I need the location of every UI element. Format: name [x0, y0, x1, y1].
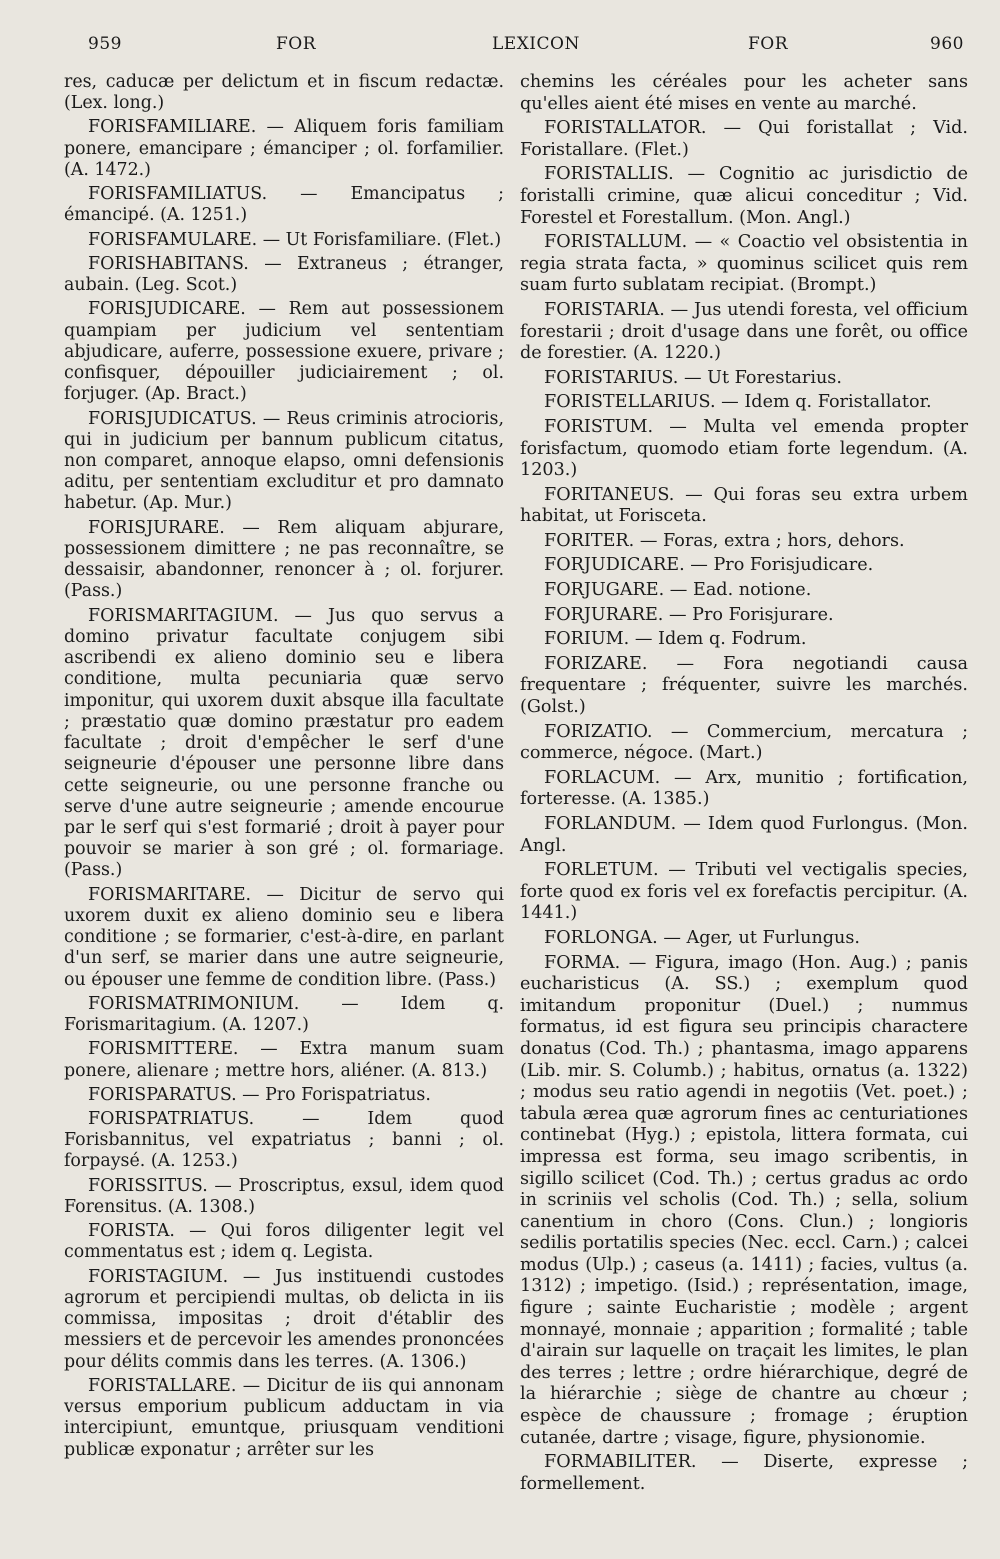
entry-forisfamulare: FORISFAMULARE. — Ut Forisfamiliare. (Flet.) [88, 229, 502, 250]
entry-forismaritagium: FORISMARITAGIUM. — Jus quo servus a domino privatur facultate conjugem sibi ascribendi ex alieno dominio seu e libera conditione, multa pecuniaria quæ servo imponitur, qui uxorem duxit absque illa facultate ; præstatio quæ domino præstatur pro eadem facultate ; droit d'empêcher le serf d'une seigneurie d'épouser une personne libre dans cette seigneurie, ou une personne franche ou serve d'une autre seigneurie ; amende encourue par le serf qui s'est formarié ; droit à payer pour pouvoir se marier à son gré ; ol. formariage. (Pass.) [64, 605, 504, 881]
entry-continuation: res, caducæ per delictum et in fiscum redactæ. (Lex. long.) [64, 72, 504, 114]
entry-continuation: chemins les céréales pour les acheter sans qu'elles aient été mises en vente au marché. [520, 72, 968, 114]
entry-forisjudicatus: FORISJUDICATUS. — Reus criminis atrocioris, qui in judicium per bannum publicum citatus, non comparet, annoque elapso, omni defensionis aditu, per sententiam excluditur et pro damnato habetur. (Ap. Mur.) [64, 408, 504, 514]
entry-foriter: FORITER. — Foras, extra ; hors, dehors. [544, 530, 905, 551]
entry-forlandum: FORLANDUM. — Idem quod Furlongus. (Mon. Angl. [520, 814, 968, 856]
entry-foritaneus: FORITANEUS. — Qui foras seu extra urbem habitat, ut Forisceta. [520, 484, 968, 527]
entry-forma: FORMA. — Figura, imago (Hon. Aug.) ; panis eucharisticus (A. SS.) ; exemplum quod imitandum proponitur (Duel.) ; nummus formatus, id est figura seu principis charactere donatus (Cod. Th.) ; phantasma, imago apparens (Lib. mir. S. Columb.) ; habitus, ornatus (a. 1322) ; modus seu ratio agendi in negotiis (Vet. poet.) ; tabula ærea quæ agrorum fines ac centuriationes continebat (Hyg.) ; epistola, littera formata, cui impressa est forma, seu imago scribentis, in sigillo scilicet (Cod. Th.) ; certus gradus ac ordo in scriniis vel scholis (Cod. Th.) ; sella, solium canentium in choro (Cons. Clun.) ; longioris sedilis portatilis species (Nec. eccl. Carn.) ; calcei modus (Ulp.) ; caseus (a. 1411) ; facies, vultus (a. 1312) ; impetigo. (Isid.) ; représentation, image, figure ; sainte Eucharistie ; modèle ; argent monnayé, monnaie ; apparition ; formalité ; table d'airain sur laquelle on traçait les limites, le plan des terres ; lettre ; ordre hiérarchique, degré de la hiérarchie ; siège de chantre au chœur ; espèce de chaussure ; fromage ; éruption cutanée, dartre ; visage, figure, physionomie. [520, 952, 968, 1448]
entry-forisjurare: FORISJURARE. — Rem aliquam abjurare, possessionem dimittere ; ne pas reconnaître, se dessaisir, abandonner, renoncer à ; ol. forjurer. (Pass.) [64, 517, 504, 602]
center-running-head: LEXICON [492, 34, 580, 54]
entry-forlacum: FORLACUM. — Arx, munitio ; fortification, forteresse. (A. 1385.) [520, 767, 968, 810]
entry-forisparatus: FORISPARATUS. — Pro Forispatriatus. [88, 1084, 431, 1105]
entry-forispatriatus: FORISPATRIATUS. — Idem quod Forisbannitus, vel expatriatus ; banni ; ol. forpaysé. (A. 1253.) [64, 1109, 504, 1172]
entry-forisfamiliare: FORISFAMILIARE. — Aliquem foris familiam ponere, emancipare ; émanciper ; ol. forfamilier. (A. 1472.) [64, 117, 504, 180]
entry-forisfamiliatus: FORISFAMILIATUS. — Emancipatus ; émancipé. (A. 1251.) [64, 184, 504, 226]
entry-forissitus: FORISSITUS. — Proscriptus, exsul, idem quod Forensitus. (A. 1308.) [64, 1175, 504, 1217]
entry-foristallum: FORISTALLUM. — « Coactio vel obsistentia in regia strata facta, » quominus scilicet quis rem suam furto sublatam recipiat. (Brompt.) [520, 232, 968, 296]
right-page-number: 960 [930, 34, 964, 54]
left-column [64, 72, 504, 1464]
entry-forista: FORISTA. — Qui foros diligenter legit vel commentatus est ; idem q. Legista. [64, 1221, 504, 1263]
entry-foristallator: FORISTALLATOR. — Qui foristallat ; Vid. Foristallare. (Flet.) [520, 118, 968, 160]
entry-foristum: FORISTUM. — Multa vel emenda propter forisfactum, quomodo etiam forte legendum. (A. 1203.) [520, 416, 968, 481]
right-column [520, 72, 968, 1498]
entry-forismittere: FORISMITTERE. — Extra manum suam ponere, alienare ; mettre hors, aliéner. (A. 813.) [64, 1039, 504, 1081]
entry-forium: FORIUM. — Idem q. Fodrum. [544, 629, 807, 650]
right-running-head: FOR [748, 34, 789, 54]
entry-formabiliter: FORMABILITER. — Diserte, expresse ; formellement. [520, 1452, 968, 1494]
entry-foristallis: FORISTALLIS. — Cognitio ac jurisdictio de foristalli crimine, quæ alicui conceditur ; Vid. Forestel et Forestallum. (Mon. Angl.) [520, 164, 968, 228]
entry-foristaria: FORISTARIA. — Jus utendi foresta, vel officium forestarii ; droit d'usage dans une forêt, ou office de forestier. (A. 1220.) [520, 299, 968, 364]
left-running-head: FOR [276, 34, 317, 54]
entry-forjugare: FORJUGARE. — Ead. notione. [544, 580, 812, 601]
entry-forletum: FORLETUM. — Tributi vel vectigalis species, forte quod ex foris vel ex forefactis percipitur. (A. 1441.) [520, 860, 968, 924]
entry-forlonga: FORLONGA. — Ager, ut Furlungus. [544, 927, 860, 948]
entry-forisjudicare: FORISJUDICARE. — Rem aut possessionem quampiam per judicium vel sententiam abjudicare, auferre, possessione exuere, privare ; confisquer, dépouiller judiciairement ; ol. forjuger. (Ap. Bract.) [64, 299, 504, 405]
entry-forjurare: FORJURARE. — Pro Forisjurare. [544, 604, 834, 625]
entry-forismatrimonium: FORISMATRIMONIUM. — Idem q. Forismaritagium. (A. 1207.) [64, 993, 504, 1036]
entry-forizatio: FORIZATIO. — Commercium, mercatura ; commerce, négoce. (Mart.) [520, 721, 968, 764]
entry-forishabitans: FORISHABITANS. — Extraneus ; étranger, aubain. (Leg. Scot.) [64, 253, 504, 296]
entry-foristagium: FORISTAGIUM. — Jus instituendi custodes agrorum et percipiendi multas, ob delicta in iis commissa, impositas ; droit d'établir des messiers et de percevoir les amendes prononcées pour délits commis dans les terres. (A. 1306.) [64, 1266, 504, 1372]
page-header [88, 34, 964, 62]
entry-foristallare: FORISTALLARE. — Dicitur de iis qui annonam versus emporium publicum adductam in via intercipiunt, emuntque, priusquam venditioni publicæ exponatur ; arrêter sur les [64, 1375, 504, 1460]
entry-forizare: FORIZARE. — Fora negotiandi causa frequentare ; fréquenter, suivre les marchés. (Golst.) [520, 653, 968, 718]
entry-foristarius: FORISTARIUS. — Ut Forestarius. [544, 367, 842, 388]
left-page-number: 959 [88, 34, 122, 54]
entry-forjudicare: FORJUDICARE. — Pro Forisjudicare. [544, 555, 874, 576]
entry-forismaritare: FORISMARITARE. — Dicitur de servo qui uxorem duxit ex alieno dominio seu e libera conditione ; se formarier, c'est-à-dire, en parlant d'un serf, se marier dans une autre seigneurie, ou épouser une femme de condition libre. (Pass.) [64, 884, 504, 990]
entry-foristellarius: FORISTELLARIUS. — Idem q. Foristallator. [544, 392, 932, 413]
